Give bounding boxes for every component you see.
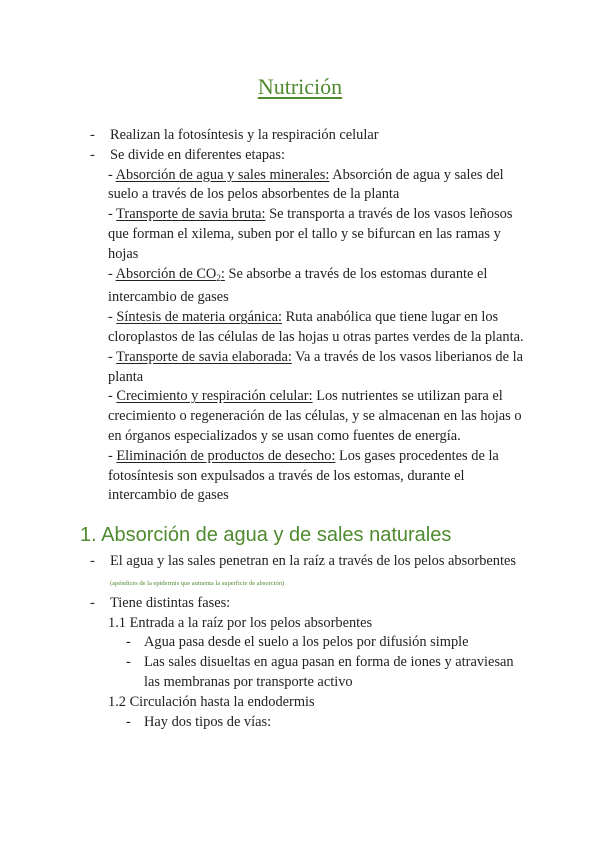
bullet-dash: -: [126, 713, 131, 730]
footnote-annotation: (apéndices de la epidermis que aumenta la superficie de absorción): [110, 579, 285, 587]
stage-text: Se transporta a través de los vasos leñosos que forman el xilema, suben por el tallo y se bifurcan en las ramas y hojas: [108, 206, 513, 262]
sub-list-item: [90, 633, 530, 653]
bullet-dash: -: [90, 127, 95, 143]
stage-item: - Absorción de agua y sales minerales: Absorción de agua y sales del suelo a través de los pelos absorbentes de la planta: [108, 166, 504, 203]
stage-text: Va a través de los vasos liberianos de la planta: [108, 348, 523, 385]
list-item: [90, 594, 530, 614]
stage-item: - Transporte de savia bruta: Se transporta a través de los vasos leñosos que forman el xilema, suben por el tallo y se bifurcan en las ramas y hojas: [108, 206, 513, 262]
bullet-dash: -: [126, 634, 131, 651]
sub-list-item: [90, 713, 530, 733]
document-body: [80, 126, 530, 732]
stage-item: - Eliminación de productos de desecho: Los gases procedentes de la fotosíntesis son expulsados a través de los estomas, durante el intercambio de gases: [108, 447, 499, 504]
bullet-dash: -: [90, 553, 95, 570]
stage-label: Absorción de agua y sales minerales:: [115, 166, 330, 183]
list-item-text: Se divide en diferentes etapas:: [110, 146, 286, 163]
stage-item: - Síntesis de materia orgánica: Ruta anabólica que tiene lugar en los cloroplastos de las células de las hojas u otras partes verdes de la planta.: [108, 309, 524, 345]
bullet-dash: -: [90, 146, 95, 163]
list-item-text: El agua y las sales penetran en la raíz a través de los pelos absorbentes: [110, 553, 516, 570]
stage-text: Absorción de agua y sales del suelo a través de los pelos absorbentes de la planta: [108, 166, 504, 203]
stage-label: Transporte de savia bruta:: [116, 206, 266, 223]
stage-label: Crecimiento y respiración celular:: [116, 388, 313, 405]
stage-item: - Crecimiento y respiración celular: Los nutrientes se utilizan para el crecimiento o regeneración de las células, y se almacenan en las hojas o en órganos especializados y se usan como fuentes de energía.: [108, 388, 522, 444]
stage-item: - Absorción de $CO_2$: Se absorbe a través de los estomas durante el intercambio de gases: [108, 265, 488, 306]
stage-label: Absorción de $CO_2$:: [115, 265, 225, 283]
sub-list-item-text: Hay dos tipos de vías:: [144, 713, 272, 730]
page-title: Nutrición: [257, 74, 343, 99]
subsection-title: 1.1 Entrada a la raíz por los pelos absorbentes: [108, 614, 373, 631]
list-item: [90, 146, 530, 166]
subsection-title: 1.2 Circulación hasta la endodermis: [108, 693, 315, 710]
sub-list-item-text: Las sales disueltas en agua pasan en forma de iones y atraviesan las membranas por transporte activo: [144, 654, 514, 690]
section-heading: 1. Absorción de agua y de sales naturales: [80, 524, 452, 547]
list-item: [90, 552, 530, 594]
sub-list-item-text: Agua pasa desde el suelo a los pelos por difusión simple: [144, 634, 469, 651]
list-item-text: Realizan la fotosíntesis y la respiración celular: [110, 127, 379, 143]
stage-text: Los nutrientes se utilizan para el crecimiento o regeneración de las células, y se almacenan en las hojas o en órganos especializados y se usan como fuentes de energía.: [108, 388, 522, 444]
sub-list-item: [90, 653, 530, 693]
stage-item: - Transporte de savia elaborada: Va a través de los vasos liberianos de la planta: [108, 348, 523, 385]
stage-text: Se absorbe a través de los estomas durante el intercambio de gases: [108, 265, 488, 306]
bullet-dash: -: [90, 594, 95, 611]
stage-label: Transporte de savia elaborada:: [116, 348, 292, 365]
list-item: [90, 126, 530, 146]
list-item-text: Tiene distintas fases:: [110, 594, 231, 611]
stage-label: Eliminación de productos de desecho:: [116, 447, 336, 464]
bullet-dash: -: [126, 654, 131, 671]
stage-text: Ruta anabólica que tiene lugar en los cloroplastos de las células de las hojas u otras partes verdes de la planta.: [108, 309, 524, 345]
stage-label: Síntesis de materia orgánica:: [116, 309, 282, 326]
stage-text: Los gases procedentes de la fotosíntesis son expulsados a través de los estomas, durante el intercambio de gases: [108, 447, 499, 504]
